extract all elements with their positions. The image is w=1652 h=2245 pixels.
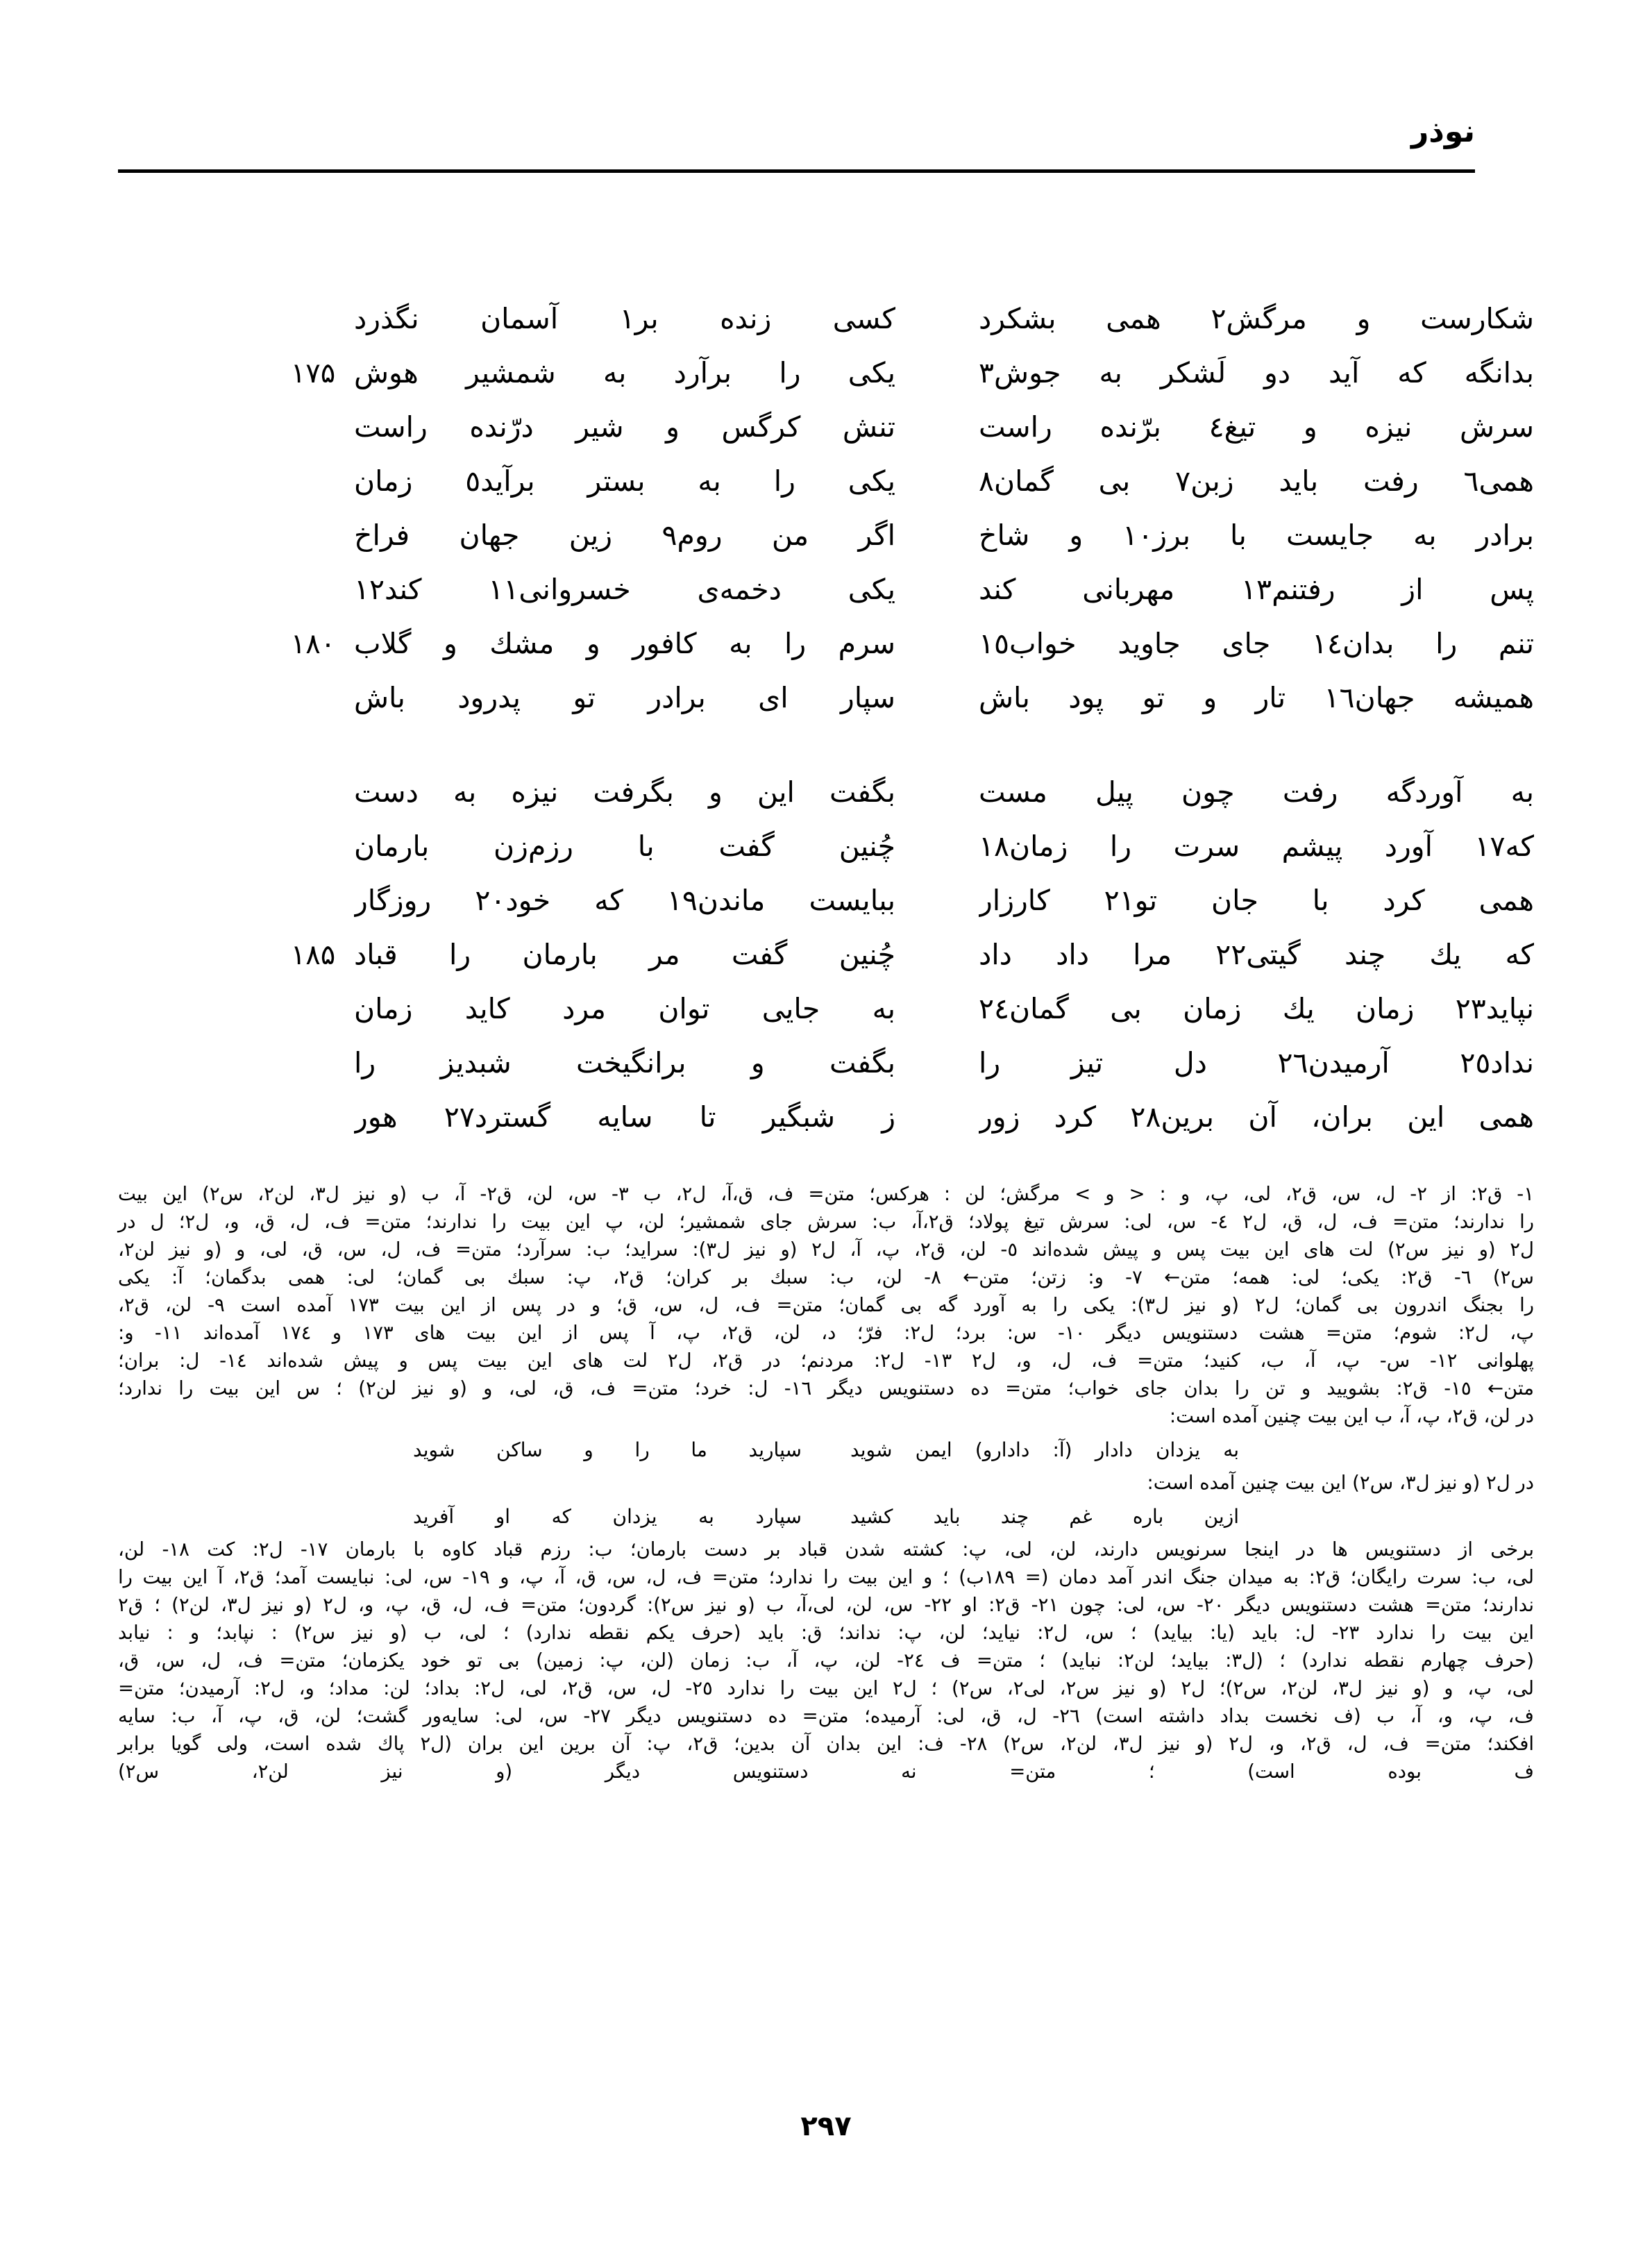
hemistich-b: برادر به جایست با برز١٠ و شاخ (979, 519, 1534, 552)
hemistich-a: یکی دخمه‌ی خسروانی١١ کند١٢ (354, 573, 895, 606)
quoted-hemistich-b: ازین باره غم چند باید کشید (850, 1505, 1239, 1528)
hemistich-b: شکارست و مرگش٢ همی بشکرد (979, 302, 1534, 335)
hemistich-a: تنش کرگس و شیر درّنده راست (354, 410, 895, 444)
hemistich-a: اگر من روم٩ زین جهان فراخ (354, 519, 895, 552)
hemistich-a: یکی را برآرد به شمشیر هوش (354, 356, 895, 389)
apparatus-line: ف، پ، و، آ، ب (ف نخست بداد داشته است) ٢٦- ل، ق، لی: آرمیده؛ متن= ده دستنویس دیگر ٢٧- س، لی: سایه‌ور گشت؛ لن، ق، پ، آ، ب: سایه (118, 1705, 1534, 1727)
verse-line (118, 982, 1534, 1036)
hemistich-a: سرم را به کافور و مشك و گلاب (354, 627, 895, 660)
hemistich-b: که١٧ آورد پیشم سرت را زمان١٨ (979, 830, 1534, 863)
apparatus-line: در لن، ق٢، پ، آ، ب این بیت چنین آمده است: (1169, 1405, 1534, 1427)
hemistich-b: تنم را بدان١٤ جای جاوید خواب١٥ (979, 627, 1534, 660)
apparatus-line: ندارند؛ متن= هشت دستنویس دیگر ٢٠- س، لی: چون ٢١- ق٢: او ٢٢- س، لن، لی،آ، ب (و نیز س٢): گردون؛ متن= ف، ل، ق، پ، و، ل٢ (و نیز ل٣، لن٢) ؛ ق٢ (118, 1594, 1534, 1616)
quote-gap (802, 1501, 850, 1533)
apparatus-line: برخی از دستنویس ها در اینجا سرنویس دارند، لن، لی، پ: کشته شدن قباد بر دست بارمان؛ ب: رزم قباد کاوه با بارمان ١٧- ل٢: کت ١٨- لن، (118, 1538, 1535, 1561)
stanza-one (118, 292, 1534, 725)
verse-number: ۱۸۰ (290, 628, 336, 660)
verse-line (118, 1036, 1534, 1090)
hemistich-a: ببایست ماندن١٩ که خود٢٠ روزگار (354, 884, 895, 917)
quoted-hemistich-b: به یزدان دادار (آ: دادارو) ایمن شوید (850, 1438, 1239, 1461)
verse-line (118, 346, 1534, 400)
apparatus-line: ١- ق٢: از ٢- ل، س، ق٢، لی، پ، و : < و > مرگش؛ لن : هرکس؛ متن= ف، ق،آ، ل٢، ب ٣- س، لن، ق٢- آ، ب (و نیز ل٣، لن٢، س٢) این بیت (118, 1183, 1534, 1205)
apparatus-line: متن← ١٥- ق٢: بشویید و تن را بدان جای خواب؛ متن= ده دستنویس دیگر ١٦- ل: خرد؛ متن= ف، ق، لی، و (و نیز لن٢) ؛ س این بیت را ندارد؛ (118, 1377, 1534, 1399)
verse-line (118, 927, 1534, 982)
hemistich-b: سرش نیزه و تیغ٤ برّنده راست (979, 410, 1534, 444)
hemistich-a: ز شبگیر تا سایه گسترد٢٧ هور (354, 1100, 895, 1134)
apparatus-quoted-verse (118, 1501, 1534, 1533)
hemistich-b: پس از رفتنم١٣ مهربانی کند (979, 573, 1534, 606)
apparatus-line: ل٢ (و نیز س٢) لت های این بیت پس و پیش شده‌اند ٥- لن، ق٢، پ، آ، ل٢ (و نیز ل٣): سراید؛ ب: سرآرد؛ متن= ف، ل، س، ق، لی، و (و نیز لن٢، (118, 1238, 1534, 1261)
quoted-hemistich-a: سپارد به یزدان که او آفرید (413, 1505, 802, 1528)
apparatus-quoted-verse (118, 1434, 1534, 1466)
hemistich-b: همیشه جهان١٦ تار و تو پود باش (979, 681, 1534, 714)
hemistich-b: نپاید٢٣ زمان یك زمان بی گمان٢٤ (979, 992, 1534, 1025)
verse-line (118, 819, 1534, 873)
verse-line (118, 1090, 1534, 1144)
apparatus-line: افکند؛ متن= ف، ل، ق٢، و، ل٢ (و نیز ل٣، لن٢، س٢) ٢٨- ف: این بدان آن بدین؛ ق٢، پ: آن برین این بران (ل٢ پاك شده است، ولی گویا برابر (118, 1733, 1534, 1755)
apparatus-line: را بجنگ اندرون بی گمان؛ ل٢ (و نیز ل٣): یکی را به آورد گه بی گمان؛ متن= ف، ل، س، ق؛ و در پس از این بیت ١٧٣ آمده است ٩- لن، ق٢، (118, 1294, 1535, 1316)
verse-line (118, 873, 1534, 927)
apparatus-line: لی، پ، و (و نیز ل٣، لن٢، س٢)؛ ل٢ (و نیز س٢، لی٢، س٢) ؛ ل٢ این بیت را ندارد ٢٥- ل، س، ق٢، لی، ل٢: بداد؛ لن: مداد؛ و، ل٢: آرمیدن؛ متن= (118, 1677, 1535, 1699)
apparatus-line: در ل٢ (و نیز ل٣، س٢) این بیت چنین آمده است: (1147, 1472, 1534, 1494)
verse-line (118, 292, 1534, 346)
stanza-two (118, 765, 1534, 1144)
apparatus-line: پهلوانی ١٢- س- پ، آ، ب، کنید؛ متن= ف، ل، و، ل٢ ١٣- ل٢: مردنم؛ در ق٢، ل٢ لت های این بیت پس و پیش شده‌اند ١٤- ل: بران؛ (118, 1349, 1535, 1372)
apparatus-line: را ندارند؛ متن= ف، ل، ق، ل٢ ٤- س، لی: سرش تیغ پولاد؛ ق٢،آ، ب: سرش جای شمشیر؛ لن، پ این بیت را ندارند؛ متن= ف، ل، ق، و، ل٢؛ ل در (118, 1211, 1534, 1233)
verse-number: ۱۸۵ (290, 939, 336, 971)
hemistich-b: همی این بران، آن برین٢٨ کرد زور (979, 1100, 1534, 1134)
hemistich-b: همی٦ رفت باید زبن٧ بی گمان٨ (979, 464, 1534, 498)
verse-line (118, 616, 1534, 671)
verse-line (118, 508, 1534, 562)
verse-line (118, 671, 1534, 725)
hemistich-b: بدانگه که آید دو لَشکر به جوش٣ (979, 356, 1534, 389)
verse-line (118, 454, 1534, 508)
verse-line (118, 562, 1534, 616)
hemistich-b: که یك چند گیتی٢٢ مرا داد داد (979, 938, 1534, 971)
quoted-hemistich-a: سپارید ما را و ساکن شوید (413, 1438, 802, 1461)
hemistich-a: چُنین گفت مر بارمان را قباد (354, 938, 895, 971)
apparatus-line: ف بوده است) ؛ متن= نه دستنویس دیگر (و نیز لن٢، س٢) (118, 1760, 1535, 1783)
hemistich-a: چُنین گفت با رزم‌زن بارمان (354, 830, 895, 863)
page-header (118, 114, 1534, 200)
verse-line (118, 400, 1534, 454)
hemistich-a: سپار ای برادر تو پدرود باش (354, 681, 895, 714)
hemistich-a: کسی زنده بر١ آسمان نگذرد (354, 302, 895, 335)
running-head-title: نوذر (1410, 114, 1475, 149)
verse-block (118, 292, 1534, 1184)
hemistich-a: یکی را به بستر برآید٥ زمان (354, 464, 895, 498)
hemistich-b: همی کرد با جان تو٢١ کارزار (979, 884, 1534, 917)
hemistich-b: نداد٢٥ آرمیدن٢٦ دل تیز را (979, 1046, 1534, 1079)
verse-line (118, 765, 1534, 819)
apparatus-line: پ، ل٢: شوم؛ متن= هشت دستنویس دیگر ١٠- س: برد؛ ل٢: فرّ؛ د، لن، ق٢، پ، آ پس از این بیت های ١٧٣ و ١٧٤ آمده‌اند ١١- و: (118, 1322, 1534, 1344)
header-rule (118, 169, 1475, 173)
critical-apparatus (118, 1180, 1534, 1785)
hemistich-a: بگفت این و بگرفت نیزه به دست (354, 775, 895, 809)
hemistich-a: به جایی توان مرد کاید زمان (354, 992, 895, 1025)
hemistich-a: بگفت و برانگیخت شبدیز را (354, 1046, 895, 1079)
apparatus-line: (حرف چهارم نقطه ندارد) ؛ (ل٣: بیاید؛ لن٢: نباید) ؛ متن= ف ٢٤- لن، پ، آ، ب: زمان (لن، پ: زمین) بی تو خود یکزمان؛ متن= ف، ل، س، ق، (118, 1649, 1534, 1672)
apparatus-line: لی، ب: سرت رایگان؛ ق٢: به میدان جنگ اندر آمد دمان (= ١٨٩ب) ؛ و این بیت را ندارد؛ متن= ف، ل، س، ق، آ، پ، و ١٩- س، لی: نبایست آمد؛ ق٢، آ این بیت را (118, 1566, 1534, 1588)
verse-number: ۱۷۵ (290, 358, 336, 389)
page-number: ۲۹۷ (800, 2110, 852, 2142)
quote-gap (802, 1434, 850, 1466)
apparatus-line: این بیت را ندارد ٢٣- ل: باید (یا: بیاید) ؛ س، ل٢: نیاید؛ لن، پ: نداند؛ ق: باید (حرف یکم نقطه ندارد) ؛ لی، ب (و نیز س٢) : نپابد؛ و : نیابد (118, 1622, 1535, 1644)
apparatus-line: س٢) ٦- ق٢: یکی؛ لی: همه؛ متن← ٧- و: زتن؛ متن← ٨- لن، ب: سبك بر کران؛ ق٢، پ: سبك بی گمان؛ لی: همی بدگمان؛ آ: یکی (118, 1266, 1534, 1288)
hemistich-b: به آوردگه رفت چون پیل مست (979, 775, 1534, 809)
